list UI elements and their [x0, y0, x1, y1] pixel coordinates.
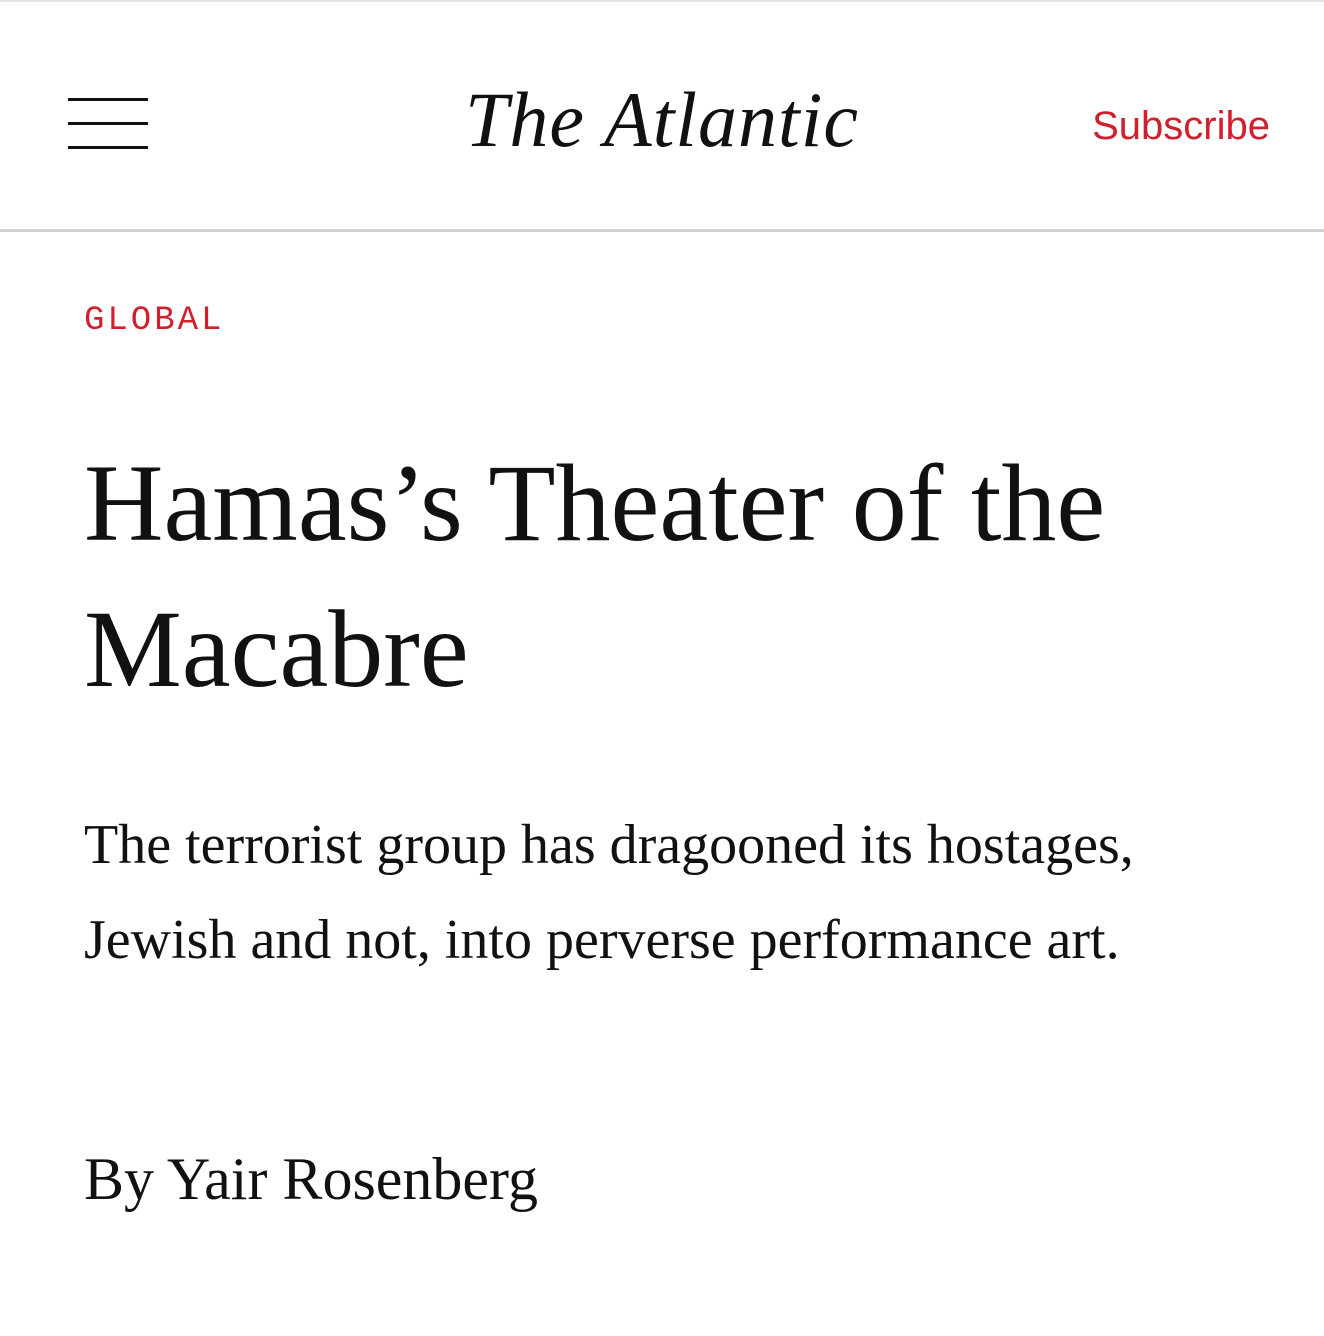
section-link[interactable]: GLOBAL: [84, 302, 225, 340]
hamburger-menu-icon-bar-middle: [68, 122, 148, 125]
hamburger-menu-icon-bar-bottom: [68, 146, 148, 149]
site-logo[interactable]: The Atlantic: [464, 76, 860, 163]
menu-button[interactable]: [66, 96, 150, 152]
site-header: [0, 2, 1324, 230]
hamburger-menu-icon: [68, 98, 148, 101]
article-dek: The terrorist group has dragooned its hostages, Jewish and not, into perverse performance art.: [84, 814, 1134, 971]
header-divider: [0, 229, 1324, 232]
byline-prefix: By: [84, 1146, 155, 1212]
byline: [84, 1134, 538, 1224]
author-link[interactable]: Yair Rosenberg: [166, 1146, 538, 1212]
subscribe-button[interactable]: Subscribe: [1092, 104, 1270, 148]
article-headline: Hamas’s Theater of the Macabre: [84, 442, 1106, 710]
